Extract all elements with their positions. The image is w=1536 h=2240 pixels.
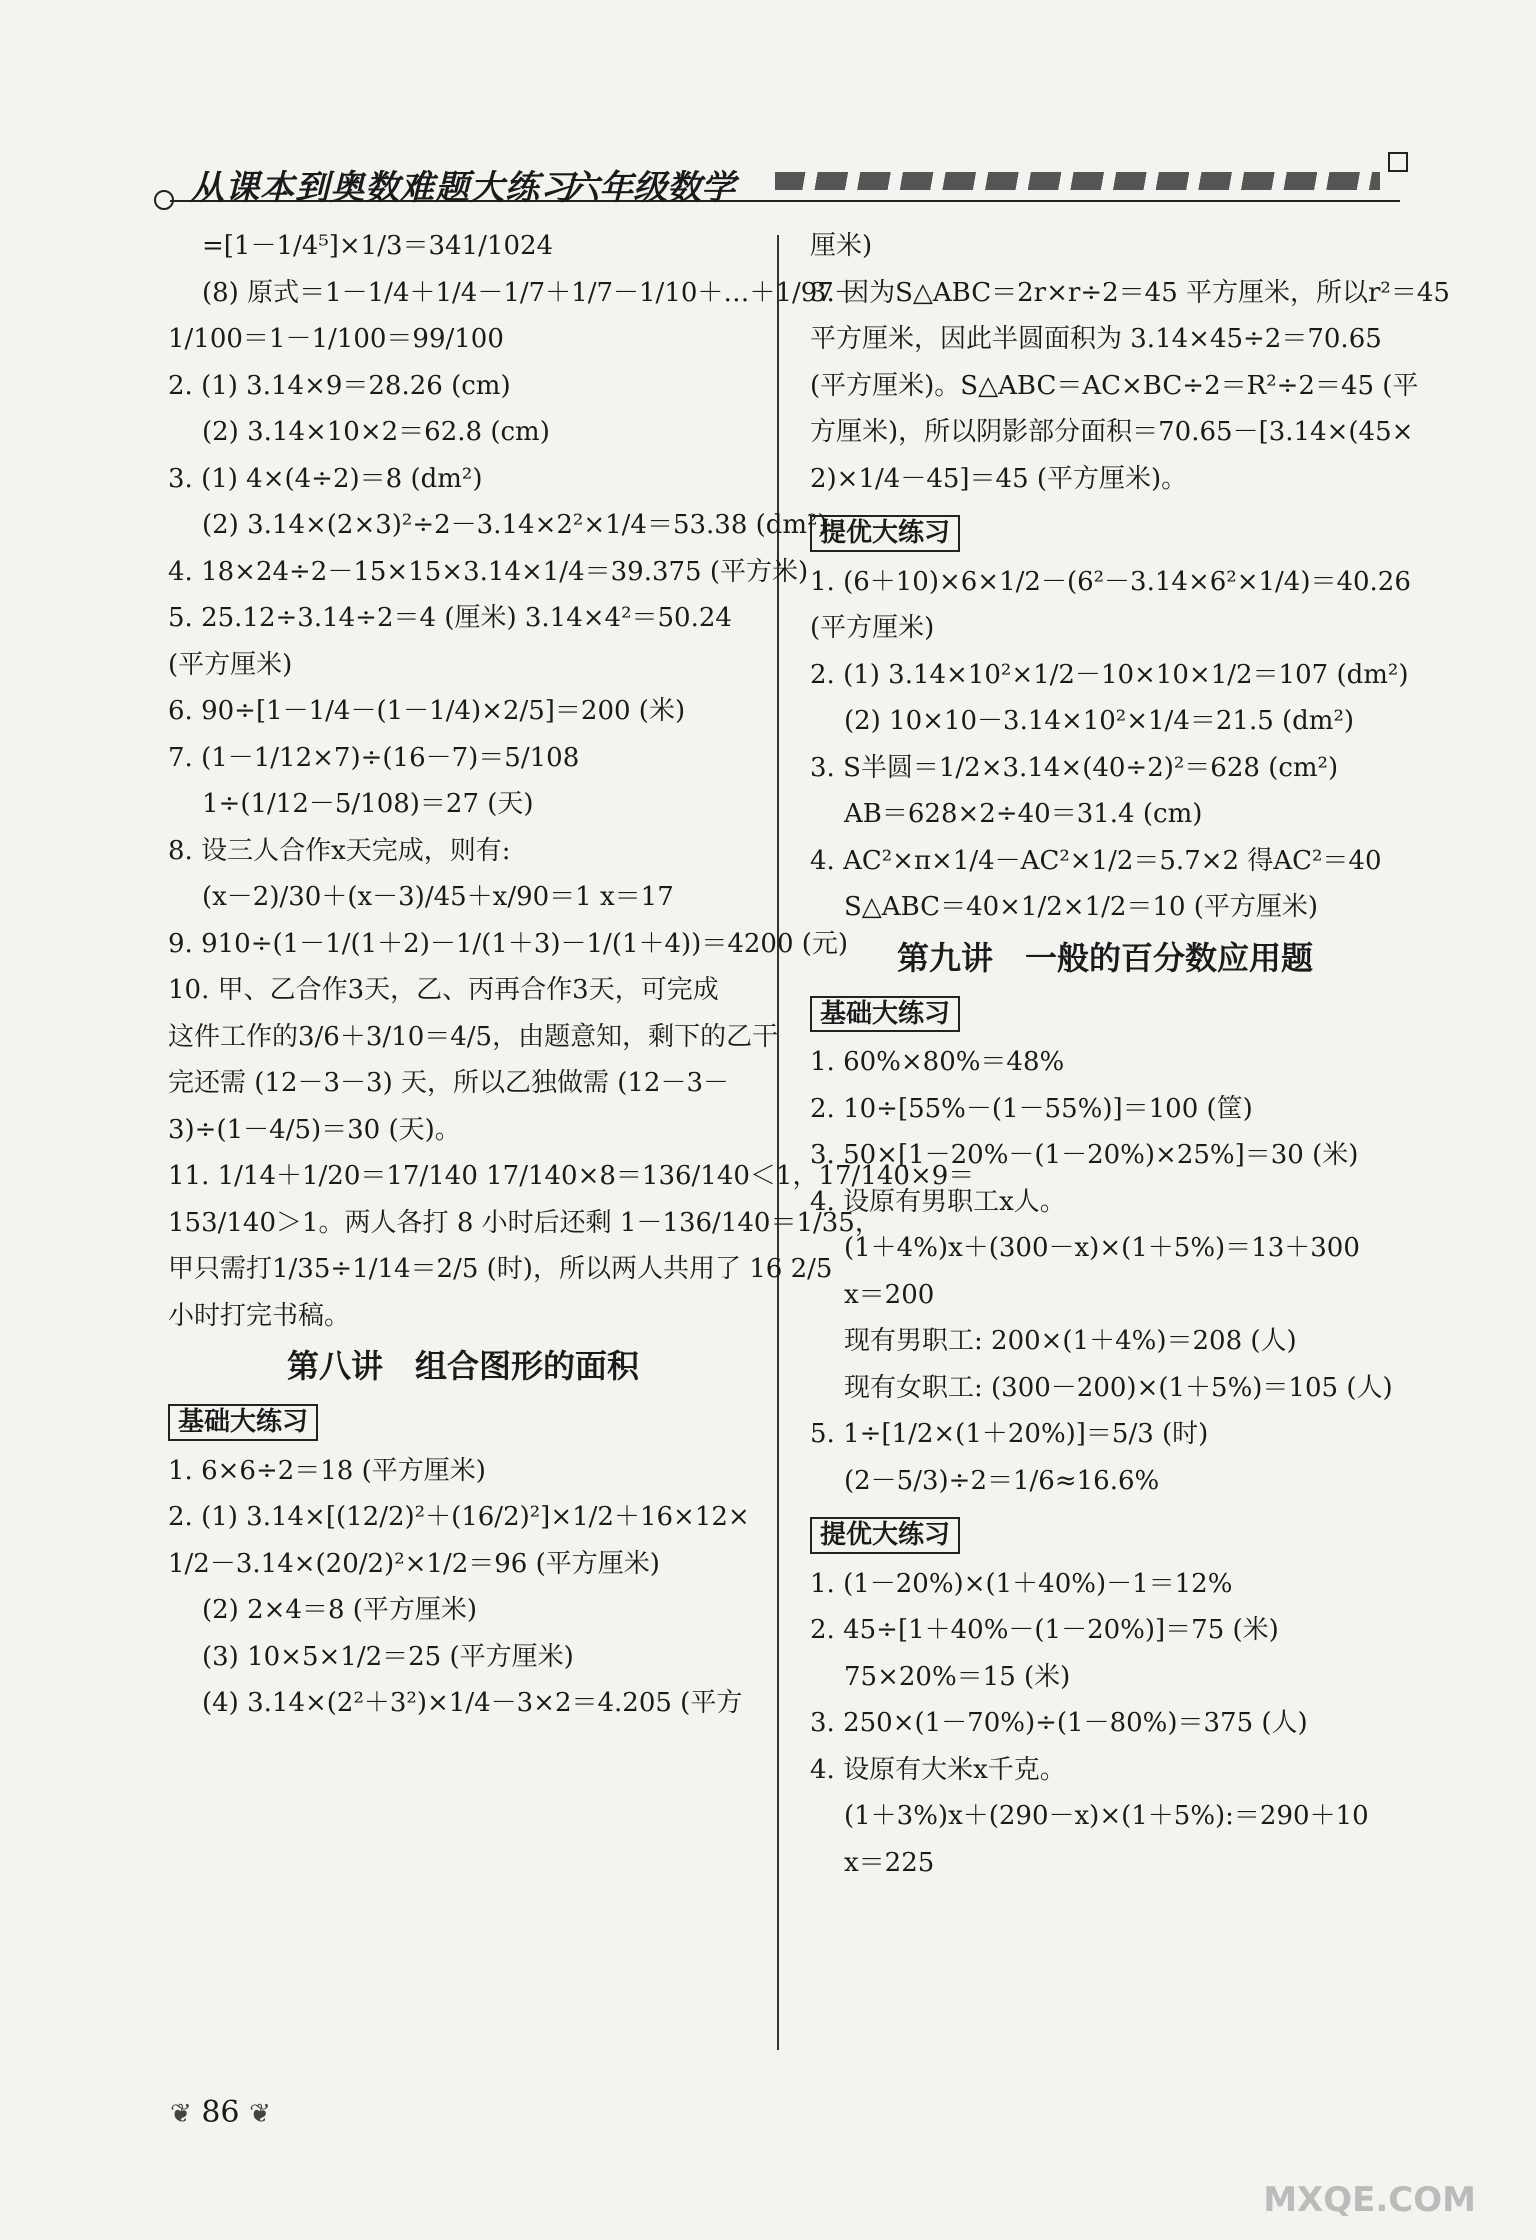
answer-line: =[1－1/4⁵]×1/3＝341/1024 [202, 231, 554, 261]
answer-line: 1÷(1/12－5/108)＝27 (天) [202, 789, 534, 819]
answer-line: (平方厘米) [168, 649, 293, 680]
answer-line: 3. 50×[1－20%－(1－20%)×25%]＝30 (米) [810, 1140, 1359, 1170]
section-title: 第八讲 组合图形的面积 [286, 1347, 639, 1385]
answer-line: x＝225 [844, 1847, 935, 1878]
answer-line: 11. 1/14＋1/20＝17/140 17/140×8＝136/140＜1，17/140×9＝ [168, 1161, 975, 1191]
answer-line: 3. (1) 4×(4÷2)＝8 (dm²) [168, 463, 483, 494]
answer-line: 3. 250×(1－70%)÷(1－80%)＝375 (人) [810, 1708, 1308, 1738]
answer-line: 平方厘米，因此半圆面积为 3.14×45÷2＝70.65 [810, 324, 1382, 354]
answer-line: (2) 2×4＝8 (平方厘米) [202, 1595, 478, 1625]
column-divider [777, 235, 779, 2050]
answer-line: (2) 3.14×10×2＝62.8 (cm) [202, 417, 550, 447]
answer-line: 4. 18×24÷2－15×15×3.14×1/4＝39.375 (平方米) [168, 556, 809, 587]
answer-line: (2) 10×10－3.14×10²×1/4＝21.5 (dm²) [844, 706, 1355, 736]
book-title: 从课本到奥数难题大练习 [190, 168, 575, 208]
answer-line: 方厘米)，所以阴影部分面积＝70.65－[3.14×(45× [810, 417, 1414, 447]
answer-line: 10. 甲、乙合作3天，乙、丙再合作3天，可完成 [168, 975, 719, 1005]
answer-line: 2. 45÷[1＋40%－(1－20%)]＝75 (米) [810, 1615, 1279, 1645]
section-title: 第九讲 一般的百分数应用题 [896, 938, 1313, 977]
answer-line: 2. (1) 3.14×[(12/2)²＋(16/2)²]×1/2＋16×12× [168, 1502, 750, 1532]
book-subtitle: 六年级数学 [565, 168, 735, 208]
answer-line: 7. (1－1/12×7)÷(16－7)＝5/108 [168, 742, 580, 773]
answer-line: 2. 10÷[55%－(1－55%)]＝100 (筐) [810, 1093, 1253, 1124]
header-dash-pattern [775, 172, 1380, 190]
answer-line: (3) 10×5×1/2＝25 (平方厘米) [202, 1641, 574, 1672]
answer-line: (平方厘米)。S△ABC＝AC×BC÷2＝R²÷2＝45 (平 [810, 370, 1419, 401]
answer-line: 3. S半圆＝1/2×3.14×(40÷2)²＝628 (cm²) [810, 752, 1339, 783]
ornament-icon: ❦ [170, 2099, 192, 2129]
page-number [170, 2095, 271, 2130]
answer-line: 2. (1) 3.14×9＝28.26 (cm) [168, 370, 511, 401]
answer-line: 1/2－3.14×(20/2)²×1/2＝96 (平方厘米) [168, 1548, 660, 1579]
page-header [160, 160, 1400, 210]
answer-line: (平方厘米) [810, 613, 935, 643]
right-column [810, 230, 1450, 1893]
exercise-box-label: 基础大练习 [810, 996, 960, 1033]
exercise-box-label: 基础大练习 [168, 1404, 318, 1441]
exercise-box-row [168, 1398, 758, 1455]
answer-line: (4) 3.14×(2²＋3²)×1/4－3×2＝4.205 (平方 [202, 1688, 743, 1718]
answer-line: 甲只需打1/35÷1/14＝2/5 (时)，所以两人共用了 16 2/5 [168, 1254, 833, 1284]
answer-line: 3)÷(1－4/5)＝30 (天)。 [168, 1114, 461, 1145]
answer-line: 1/100＝1－1/100＝99/100 [168, 324, 504, 354]
exercise-box-label: 提优大练习 [810, 1517, 960, 1554]
page-number-text: 86 [201, 2095, 240, 2130]
answer-line: 厘米) [810, 231, 873, 261]
answer-line: 小时打完书稿。 [168, 1300, 351, 1331]
exercise-box-row [810, 1511, 1400, 1568]
answer-line: (1＋4%)x＋(300－x)×(1＋5%)＝13＋300 [844, 1233, 1360, 1263]
answer-line: 1. (6＋10)×6×1/2－(6²－3.14×6²×1/4)＝40.26 [810, 566, 1411, 597]
header-square-ornament [1388, 152, 1408, 172]
answer-line: 3. 因为S△ABC＝2r×r÷2＝45 平方厘米，所以r²＝45 [810, 277, 1450, 308]
answer-line: 现有男职工: 200×(1＋4%)＝208 (人) [844, 1326, 1297, 1356]
answer-line: 2)×1/4－45]＝45 (平方厘米)。 [810, 463, 1188, 494]
answer-line: 现有女职工: (300－200)×(1＋5%)＝105 (人) [844, 1372, 1393, 1403]
answer-line: 5. 25.12÷3.14÷2＝4 (厘米) 3.14×4²＝50.24 [168, 603, 732, 633]
answer-line: (8) 原式＝1－1/4＋1/4－1/7＋1/7－1/10＋…＋1/97－ [202, 277, 860, 308]
answer-line: 8. 设三人合作x天完成，则有: [168, 835, 511, 866]
answer-line: (x－2)/30＋(x－3)/45＋x/90＝1 x＝17 [202, 882, 674, 912]
answer-line: 4. 设原有男职工x人。 [810, 1186, 1066, 1217]
answer-line: 4. 设原有大米x千克。 [810, 1754, 1066, 1785]
answer-line: (2) 3.14×(2×3)²÷2－3.14×2²×1/4＝53.38 (dm²) [202, 510, 828, 540]
answer-line: x＝200 [844, 1279, 935, 1310]
ornament-icon: ❦ [249, 2099, 271, 2129]
answer-line: S△ABC＝40×1/2×1/2＝10 (平方厘米) [844, 892, 1319, 922]
answer-line: (2－5/3)÷2＝1/6≈16.6% [844, 1465, 1160, 1496]
answer-line: 2. (1) 3.14×10²×1/2－10×10×1/2＝107 (dm²) [810, 659, 1409, 690]
exercise-box-label: 提优大练习 [810, 515, 960, 552]
answer-line: 9. 910÷(1－1/(1＋2)－1/(1＋3)－1/(1＋4))＝4200 (元) [168, 928, 849, 959]
answer-line: 1. 6×6÷2＝18 (平方厘米) [168, 1455, 486, 1486]
answer-line: 完还需 (12－3－3) 天，所以乙独做需 (12－3－ [168, 1068, 730, 1098]
answer-line: 这件工作的3/6＋3/10＝4/5，由题意知，剩下的乙干 [168, 1021, 779, 1052]
answer-line: 1. 60%×80%＝48% [810, 1047, 1065, 1077]
answer-line: 6. 90÷[1－1/4－(1－1/4)×2/5]＝200 (米) [168, 696, 686, 726]
exercise-box-row [810, 990, 1400, 1047]
exercise-box-row [810, 509, 1400, 566]
answer-line: 75×20%＝15 (米) [844, 1661, 1071, 1692]
answer-line: AB＝628×2÷40＝31.4 (cm) [844, 799, 1203, 829]
answer-line: 153/140＞1。两人各打 8 小时后还剩 1－136/140＝1/35， [168, 1207, 881, 1238]
answer-line: 5. 1÷[1/2×(1＋20%)]＝5/3 (时) [810, 1419, 1209, 1449]
answer-line: (1＋3%)x＋(290－x)×(1＋5%):＝290＋10 [844, 1801, 1369, 1831]
watermark: MXQE.COM [1263, 2180, 1476, 2220]
answer-line: 4. AC²×π×1/4－AC²×1/2＝5.7×2 得AC²＝40 [810, 845, 1382, 876]
answer-line: 1. (1－20%)×(1＋40%)－1＝12% [810, 1568, 1233, 1599]
